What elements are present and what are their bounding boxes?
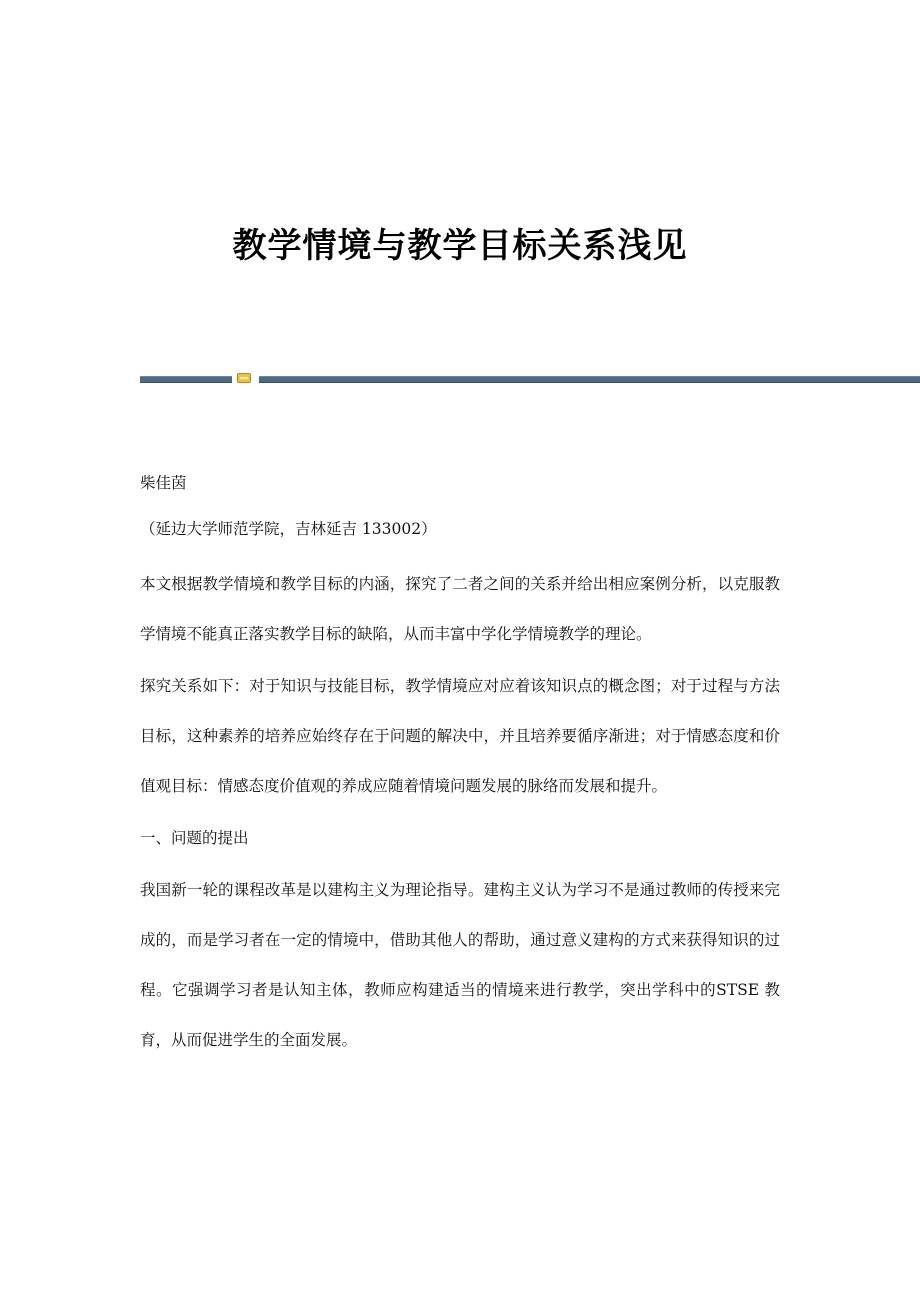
- divider-bar-left: [140, 376, 232, 383]
- document-body: [140, 465, 780, 1067]
- body-paragraph: 我国新一轮的课程改革是以建构主义为理论指导。建构主义认为学习不是通过教师的传授来完成的，而是学习者在一定的情境中，借助其他人的帮助，通过意义建构的方式来获得知识的过程。它强调学习者是认知主体，教师应构建适当的情境来进行教学，突出学科中的STSE 教育，从而促进学生的全面发展。: [140, 881, 780, 1049]
- title-divider: [140, 373, 920, 383]
- author-name: 柴佳茵: [140, 474, 187, 492]
- findings-paragraph: 探究关系如下：对于知识与技能目标，教学情境应对应着该知识点的概念图；对于过程与方法目标，这种素养的培养应始终存在于问题的解决中，并且培养要循序渐进；对于情感态度和价值观目标：情感态度价值观的养成应随着情境问题发展的脉络而发展和提升。: [140, 677, 780, 795]
- abstract-paragraph: 本文根据教学情境和教学目标的内涵，探究了二者之间的关系并给出相应案例分析，以克服教学情境不能真正落实教学目标的缺陷，从而丰富中学化学情境教学的理论。: [140, 575, 780, 643]
- divider-bar-right: [259, 376, 920, 383]
- section-heading: 一、问题的提出: [140, 829, 249, 847]
- ornament-icon: [237, 373, 251, 383]
- author-affiliation: （延边大学师范学院，吉林延吉 133002）: [140, 520, 437, 538]
- document-title: 教学情境与教学目标关系浅见: [232, 226, 688, 266]
